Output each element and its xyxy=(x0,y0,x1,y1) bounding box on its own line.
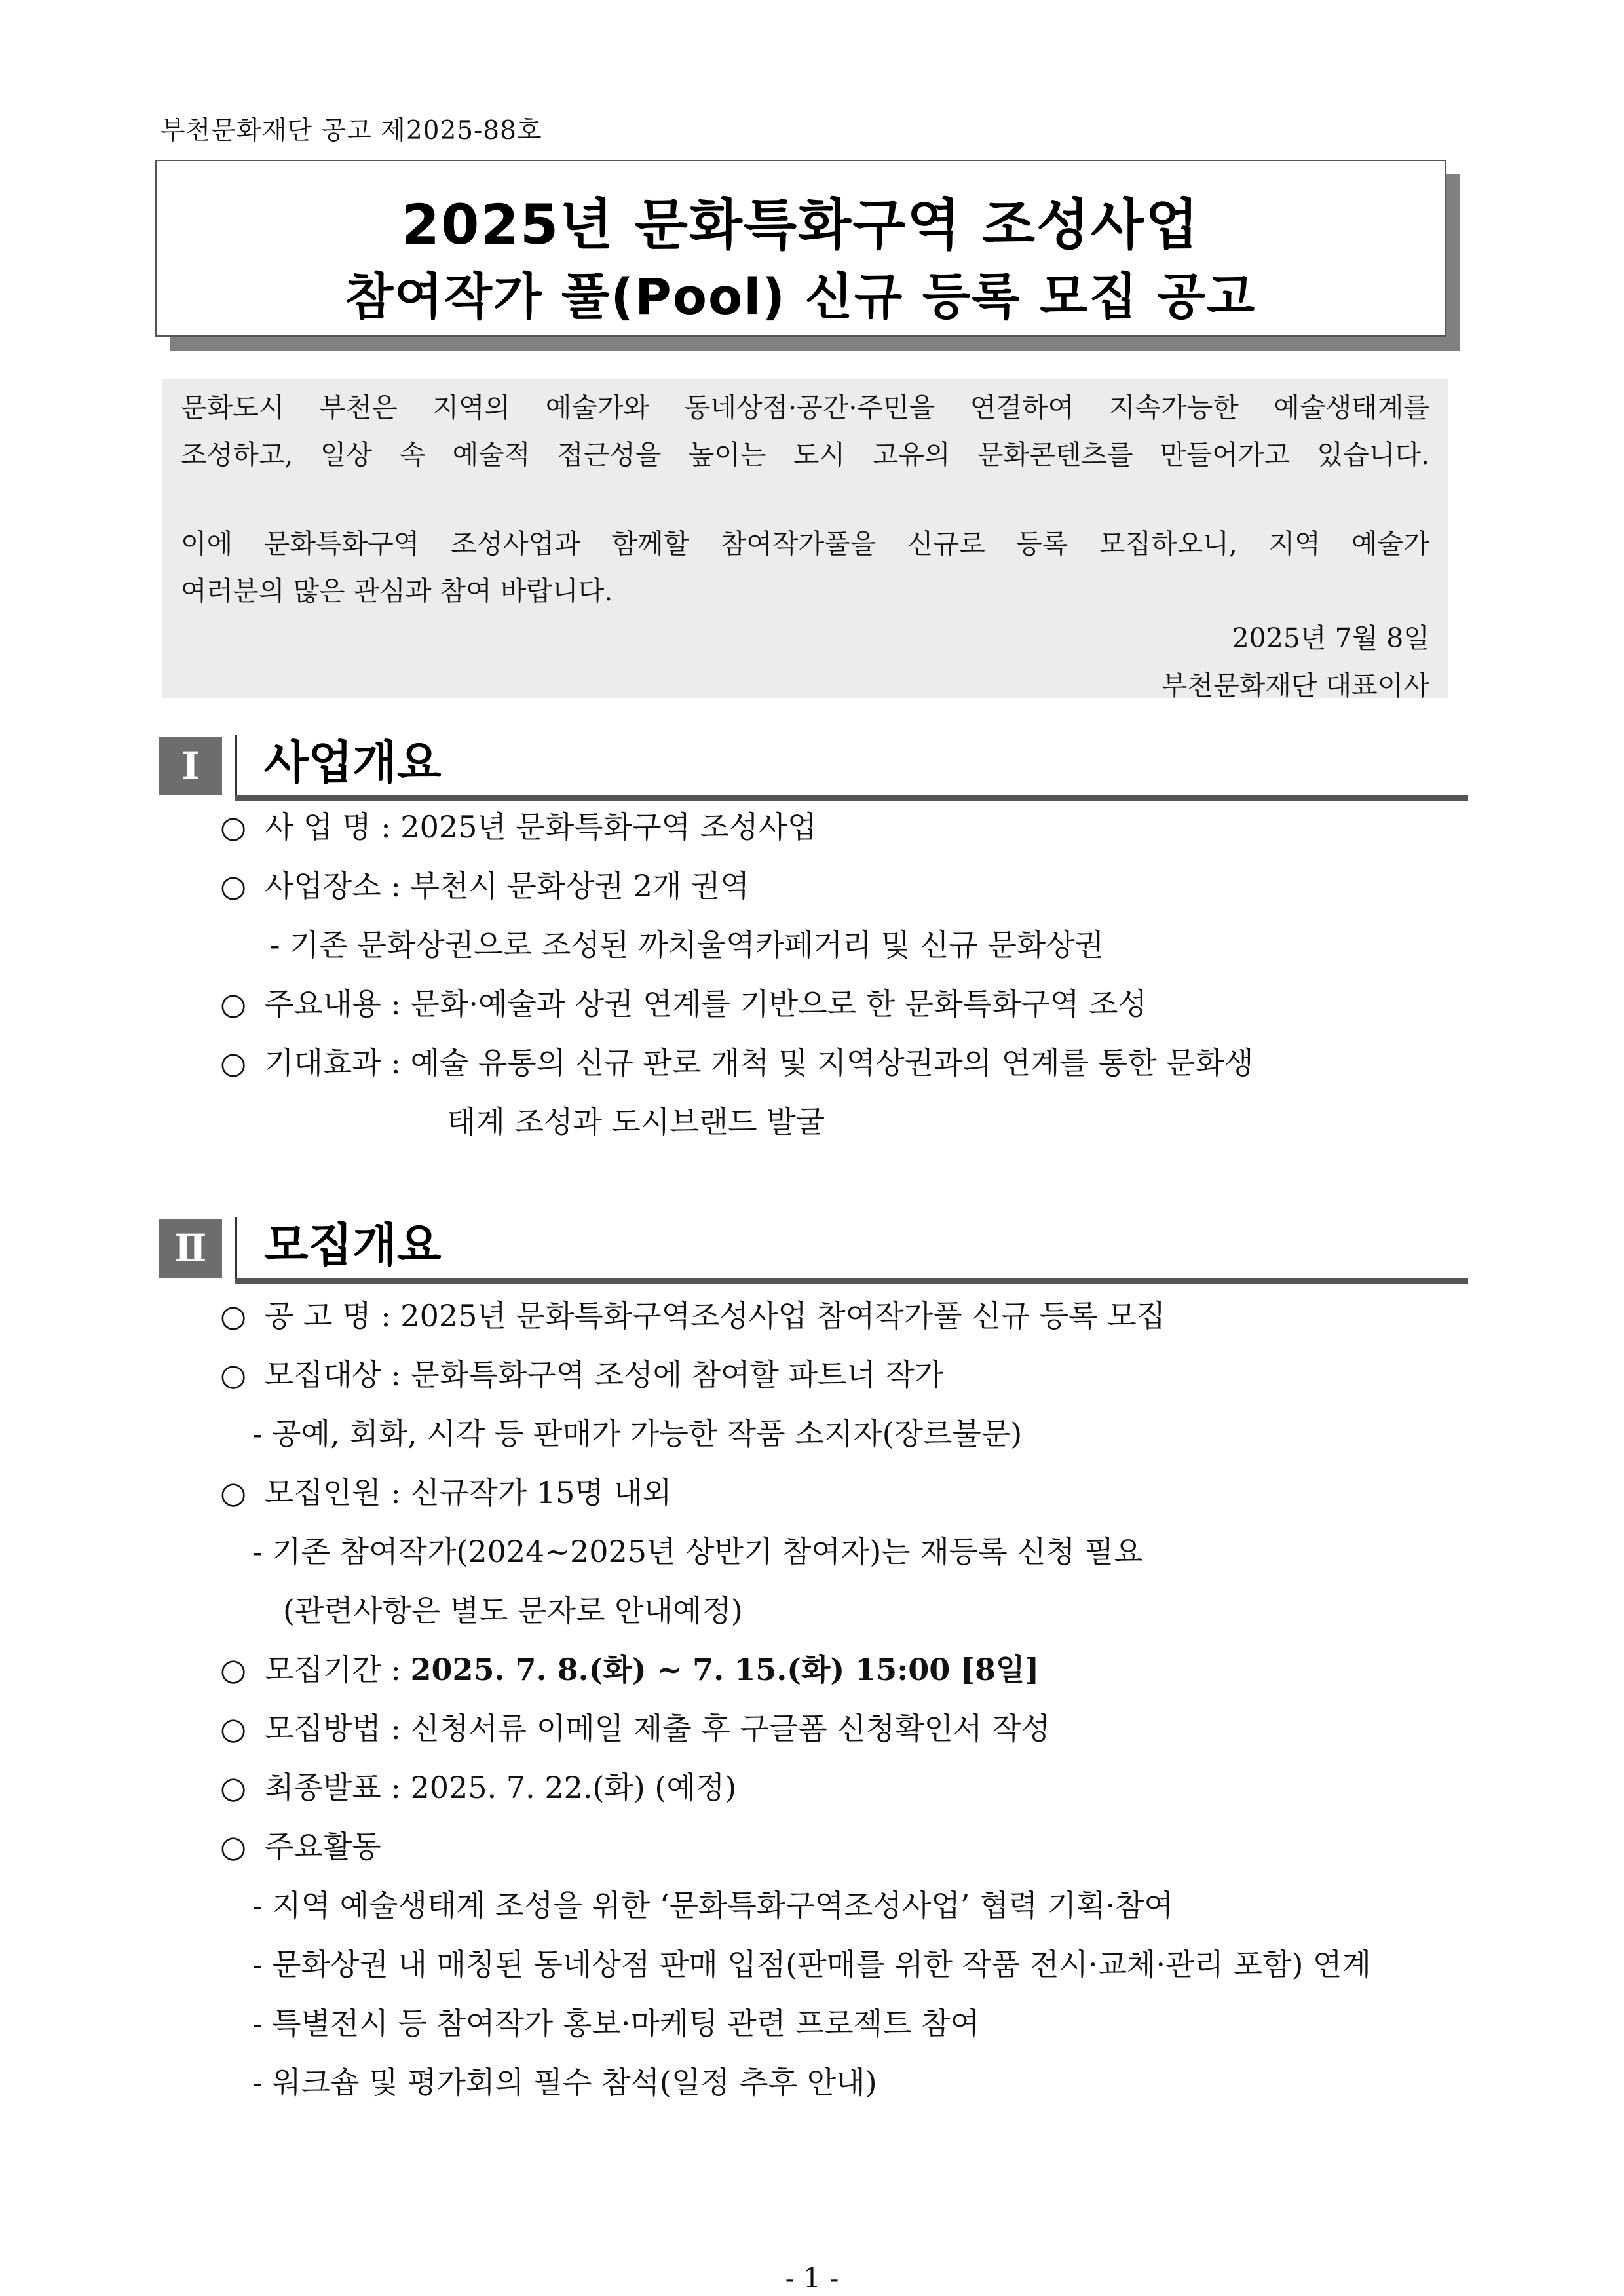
s2-act-1: - 지역 예술생태계 조성을 위한 ‘문화특화구역조성사업’ 협력 기획·참여 xyxy=(252,1888,1173,1923)
section-1-title: 사업개요 xyxy=(264,736,442,790)
s2-item-period: ○ 모집기간 : 2025. 7. 8.(화) ~ 7. 15.(화) 15:00 [8일] xyxy=(220,1652,1040,1687)
s2-item-method: ○ 모집방법 : 신청서류 이메일 제출 후 구글폼 신청확인서 작성 xyxy=(220,1711,1050,1746)
s2-item-count: ○ 모집인원 : 신규작가 15명 내외 xyxy=(220,1475,672,1510)
page-number: - 1 - xyxy=(785,2262,839,2294)
title-box xyxy=(155,160,1446,337)
notice-number: 부천문화재단 공고 제2025-88호 xyxy=(161,116,542,145)
section-2-number: Ⅱ xyxy=(159,1219,222,1278)
s1-item-effect-cont: 태계 조성과 도시브랜드 발굴 xyxy=(447,1104,825,1139)
s1-item-effect: ○ 기대효과 : 예술 유통의 신규 판로 개척 및 지역상권과의 연계를 통한 문화생 xyxy=(220,1045,1254,1081)
s2-act-3: - 특별전시 등 참여작가 홍보·마케팅 관련 프로젝트 참여 xyxy=(252,2006,980,2041)
s2-item-final: ○ 최종발표 : 2025. 7. 22.(화) (예정) xyxy=(220,1770,737,1805)
s1-item-name: ○ 사 업 명 : 2025년 문화특화구역 조성사업 xyxy=(220,809,817,845)
s2-item-activity: ○ 주요활동 xyxy=(220,1829,381,1864)
section-1-header xyxy=(159,730,1468,795)
intro-box xyxy=(162,379,1448,701)
intro-p2b: 여러분의 많은 관심과 참여 바랍니다. xyxy=(181,575,613,607)
title-line-2: 참여작가 풀(Pool) 신규 등록 모집 공고 xyxy=(345,267,1256,326)
s2-act-4: - 워크숍 및 평가회의 필수 참석(일정 추후 안내) xyxy=(252,2065,877,2100)
s1-item-place-sub: - 기존 문화상권으로 조성된 까치울역카페거리 및 신규 문화상권 xyxy=(270,927,1105,963)
s1-item-content: ○ 주요내용 : 문화·예술과 상권 연계를 기반으로 한 문화특화구역 조성 xyxy=(220,986,1147,1022)
title-line-1: 2025년 문화특화구역 조성사업 xyxy=(401,193,1200,257)
s2-item-count-sub2: (관련사항은 별도 문자로 안내예정) xyxy=(283,1593,743,1628)
intro-date: 2025년 7월 8일 xyxy=(1232,622,1429,654)
s2-item-target-sub: - 공예, 회화, 시각 등 판매가 가능한 작품 소지자(장르불문) xyxy=(252,1416,1023,1451)
intro-signer: 부천문화재단 대표이사 xyxy=(1161,670,1429,701)
s2-act-2: - 문화상권 내 매칭된 동네상점 판매 입점(판매를 위한 작품 전시·교체·관리 포함) 연계 xyxy=(252,1947,1371,1982)
s2-item-count-sub1: - 기존 참여작가(2024~2025년 상반기 참여자)는 재등록 신청 필요 xyxy=(252,1534,1143,1569)
intro-p1a: 문화도시 부천은 지역의 예술가와 동네상점·공간·주민을 연결하여 지속가능한 예술생태계를 xyxy=(181,392,1429,423)
intro-p1b: 조성하고, 일상 속 예술적 접근성을 높이는 도시 고유의 문화콘텐츠를 만들어가고 있습니다. xyxy=(181,439,1429,470)
section-2-header xyxy=(159,1212,1468,1278)
s2-item-notice: ○ 공 고 명 : 2025년 문화특화구역조성사업 참여작가풀 신규 등록 모집 xyxy=(220,1298,1166,1333)
section-1-number: Ⅰ xyxy=(159,737,222,795)
s2-item-target: ○ 모집대상 : 문화특화구역 조성에 참여할 파트너 작가 xyxy=(220,1357,944,1392)
section-2-title: 모집개요 xyxy=(264,1218,442,1272)
s1-item-place: ○ 사업장소 : 부천시 문화상권 2개 권역 xyxy=(220,868,749,904)
intro-p2a: 이에 문화특화구역 조성사업과 함께할 참여작가풀을 신규로 등록 모집하오니, 지역 예술가 xyxy=(181,528,1429,560)
